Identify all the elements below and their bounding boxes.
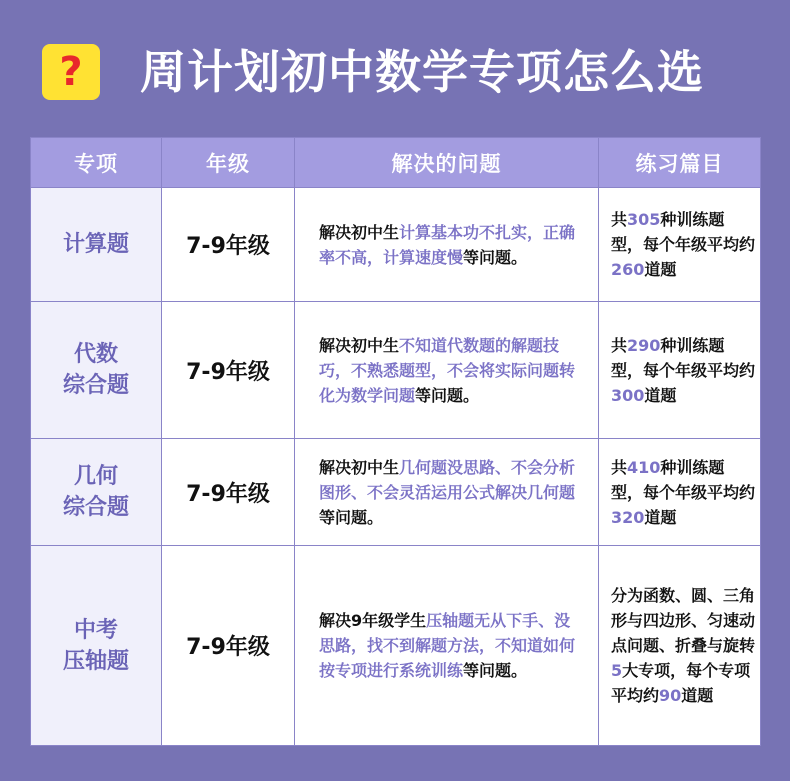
problem-cell	[295, 546, 599, 746]
subject-cell	[31, 302, 162, 439]
table-row	[31, 302, 761, 439]
problem-text: 解决初中生	[319, 335, 400, 355]
highlight-number: 260	[611, 260, 645, 279]
problem-cell	[295, 188, 599, 302]
highlight-number: 305	[627, 210, 661, 229]
problem-cell	[295, 439, 599, 546]
practice-text: 道题	[681, 686, 714, 705]
highlight-number: 5	[611, 661, 623, 680]
problem-text: 等问题。	[463, 661, 528, 680]
table-header-row	[31, 138, 761, 188]
problem-text: 解决9年级学生	[319, 611, 427, 630]
highlight-text: 计算基本功不扎实，正确率不高，计算速度慢	[319, 222, 576, 267]
practice-text: 共	[611, 210, 628, 229]
grade-cell: 7-9年级	[162, 546, 295, 746]
highlight-number: 290	[627, 335, 661, 355]
subject-label: 综合题	[62, 373, 129, 398]
problem-text: 解决初中生	[319, 457, 400, 477]
highlight-text: 不知道代数题的解题技巧，不熟悉题型，不会将实际问题转化为数学问题	[319, 335, 576, 405]
highlight-number: 320	[611, 507, 645, 527]
highlight-number: 90	[659, 686, 682, 705]
problem-cell	[295, 302, 599, 439]
page-title: 周计划初中数学专项怎么选	[140, 45, 704, 99]
grade-cell: 7-9年级	[162, 302, 295, 439]
practice-cell	[599, 439, 761, 546]
practice-text: 道题	[644, 507, 677, 527]
subject-label: 中考	[73, 617, 118, 643]
subject-label: 几何	[73, 464, 118, 489]
column-header: 练习篇目	[599, 138, 761, 188]
highlight-text: 几何题没思路、不会分析图形、不会灵活运用公式解决几何题	[319, 457, 576, 502]
subject-label: 综合题	[62, 495, 129, 520]
column-header: 解决的问题	[295, 138, 599, 188]
practice-text: 共	[611, 335, 628, 355]
practice-cell	[599, 302, 761, 439]
subject-cell	[31, 439, 162, 546]
highlight-number: 410	[627, 457, 661, 477]
subject-label: 代数	[73, 342, 118, 367]
practice-cell	[599, 188, 761, 302]
column-header: 年级	[162, 138, 295, 188]
problem-text: 等问题。	[415, 385, 480, 405]
grade-cell: 7-9年级	[162, 188, 295, 302]
practice-text: 种训练题型，每个年级平均约	[611, 335, 756, 380]
practice-text: 共	[611, 457, 628, 477]
problem-text: 等问题。	[319, 507, 384, 527]
problem-text: 等问题。	[463, 247, 528, 267]
subject-cell	[31, 188, 162, 302]
header	[0, 0, 790, 135]
table-row	[31, 546, 761, 746]
practice-cell	[599, 546, 761, 746]
grade-cell: 7-9年级	[162, 439, 295, 546]
practice-text: 道题	[644, 385, 677, 405]
subject-label: 压轴题	[62, 648, 129, 674]
practice-text: 种训练题型，每个年级平均约	[611, 457, 756, 502]
practice-text: 种训练题型，每个年级平均约	[611, 210, 756, 254]
question-icon: ?	[42, 44, 100, 100]
subject-label: 计算题	[62, 232, 129, 257]
table-row	[31, 188, 761, 302]
practice-text: 大专项，每个专项平均约	[611, 661, 751, 705]
column-header: 专项	[31, 138, 162, 188]
practice-text: 道题	[644, 260, 677, 279]
table-row	[31, 439, 761, 546]
subject-cell	[31, 546, 162, 746]
highlight-number: 300	[611, 385, 645, 405]
problem-text: 解决初中生	[319, 222, 400, 242]
practice-text: 分为函数、圆、三角形与四边形、匀速动点问题、折叠与旋转	[611, 586, 756, 655]
comparison-table	[30, 137, 761, 746]
highlight-text: 压轴题无从下手、没思路，找不到解题方法，不知道如何按专项进行系统训练	[319, 611, 576, 680]
